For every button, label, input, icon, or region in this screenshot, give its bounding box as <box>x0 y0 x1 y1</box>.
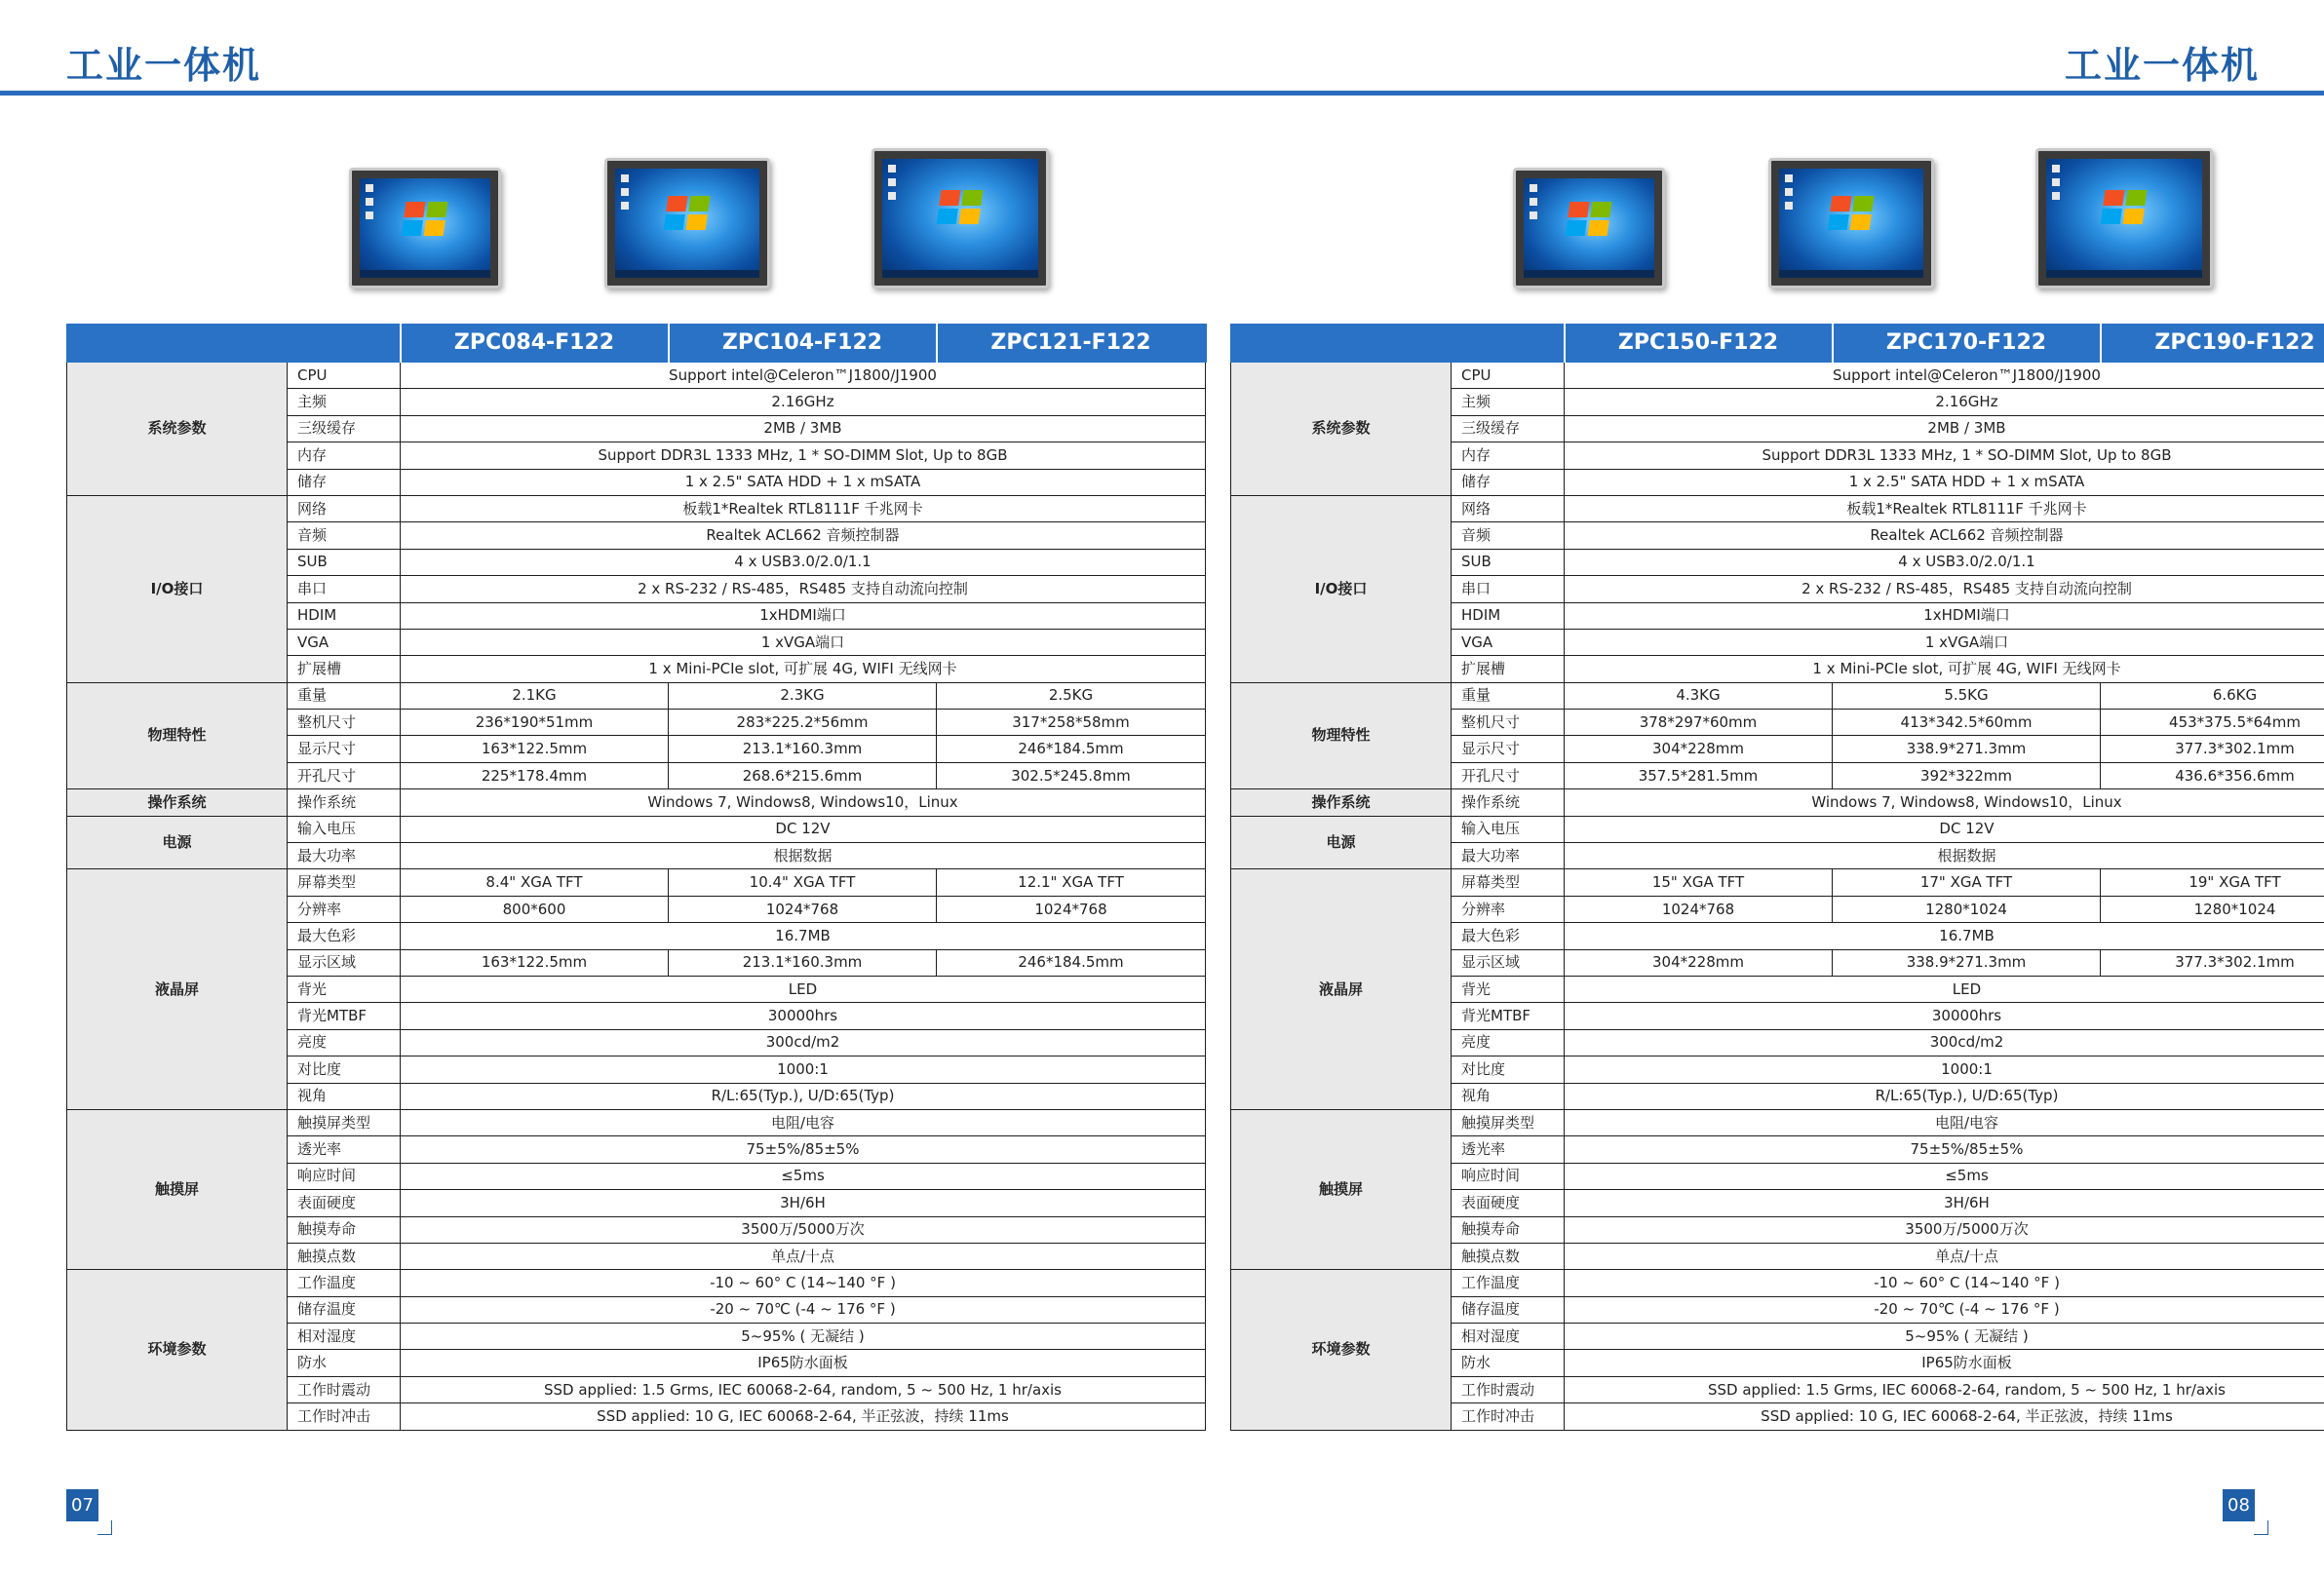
spec-value: 3H/6H <box>401 1190 1206 1216</box>
spec-key: 工作时震动 <box>288 1376 401 1402</box>
spec-value: 3H/6H <box>1565 1190 2324 1216</box>
spec-key: VGA <box>1452 629 1565 655</box>
spec-value: 15" XGA TFT <box>1565 869 1833 896</box>
spec-key: 整机尺寸 <box>288 710 401 736</box>
windows-logo-icon <box>663 196 711 231</box>
spec-key: 显示尺寸 <box>288 736 401 762</box>
spec-page-right <box>1230 146 2315 1425</box>
table-row <box>67 816 1206 842</box>
spec-key: 串口 <box>1452 576 1565 602</box>
product-images <box>1230 146 2256 324</box>
spec-value: 30000hrs <box>401 1003 1206 1029</box>
table-row <box>1231 789 2324 816</box>
spec-value: Realtek ACL662 音频控制器 <box>1565 522 2324 549</box>
spec-key: 透光率 <box>1452 1136 1565 1163</box>
spec-value: 213.1*160.3mm <box>669 736 937 762</box>
spec-key: 内存 <box>288 442 401 469</box>
spec-key: VGA <box>288 629 401 655</box>
spec-value: 377.3*302.1mm <box>2101 736 2324 762</box>
spec-value: 1000:1 <box>401 1056 1206 1083</box>
spec-key: 视角 <box>288 1083 401 1109</box>
spec-value: SSD applied: 1.5 Grms, IEC 60068-2-64, random, 5 ~ 500 Hz, 1 hr/axis <box>1565 1376 2324 1402</box>
spec-group-label: 操作系统 <box>67 789 288 816</box>
spec-value: 2.1KG <box>401 682 669 709</box>
spec-value: 板载1*Realtek RTL8111F 千兆网卡 <box>401 495 1206 521</box>
spec-key: HDIM <box>1452 602 1565 629</box>
spec-value: 板载1*Realtek RTL8111F 千兆网卡 <box>1565 495 2324 521</box>
spec-group-label: 环境参数 <box>67 1270 288 1430</box>
model-name-header: ZPC170-F122 <box>1833 325 2101 363</box>
spec-key: SUB <box>288 549 401 575</box>
spec-key: 音频 <box>288 522 401 549</box>
spec-value: 377.3*302.1mm <box>2101 949 2324 976</box>
table-row <box>1231 682 2324 709</box>
spec-value: 8.4" XGA TFT <box>401 869 669 896</box>
spec-key: 工作时冲击 <box>288 1403 401 1430</box>
spec-value: 10.4" XGA TFT <box>669 869 937 896</box>
table-row <box>1231 495 2324 521</box>
spec-value: 213.1*160.3mm <box>669 949 937 976</box>
spec-key: 防水 <box>1452 1350 1565 1376</box>
spec-key: 响应时间 <box>288 1163 401 1189</box>
spec-group-label: 物理特性 <box>1231 682 1452 789</box>
spec-group-label: 液晶屏 <box>67 869 288 1110</box>
spec-value: 1 xVGA端口 <box>401 629 1206 655</box>
spec-value: 4 x USB3.0/2.0/1.1 <box>1565 549 2324 575</box>
table-row <box>67 1109 1206 1135</box>
spec-key: SUB <box>1452 549 1565 575</box>
spec-value: 2.3KG <box>669 682 937 709</box>
spec-value: DC 12V <box>1565 816 2324 842</box>
spec-value: 378*297*60mm <box>1565 710 1833 736</box>
model-name-header: ZPC150-F122 <box>1565 325 1833 363</box>
spec-key: 显示区域 <box>288 949 401 976</box>
spec-value: 304*228mm <box>1565 949 1833 976</box>
spec-value: 300cd/m2 <box>401 1029 1206 1056</box>
spec-key: 操作系统 <box>288 789 401 816</box>
spec-key: 防水 <box>288 1350 401 1376</box>
spec-key: 储存温度 <box>288 1296 401 1323</box>
spec-key: 工作温度 <box>1452 1270 1565 1296</box>
spec-value: SSD applied: 1.5 Grms, IEC 60068-2-64, random, 5 ~ 500 Hz, 1 hr/axis <box>401 1376 1206 1402</box>
spec-value: 1 x 2.5" SATA HDD + 1 x mSATA <box>1565 469 2324 495</box>
table-row <box>67 869 1206 896</box>
spec-value: -10 ~ 60° C (14~140 °F ) <box>1565 1270 2324 1296</box>
spec-value: Support intel@Celeron™J1800/J1900 <box>1565 363 2324 389</box>
spec-key: 显示区域 <box>1452 949 1565 976</box>
spec-value: ≤5ms <box>401 1163 1206 1189</box>
spec-key: HDIM <box>288 602 401 629</box>
spec-value: 302.5*245.8mm <box>937 762 1206 788</box>
table-row <box>1231 363 2324 389</box>
spec-group-label: I/O接口 <box>67 495 288 682</box>
spec-table-right <box>1230 324 2324 1431</box>
monitor-image-zpc084 <box>349 168 501 288</box>
page-number-text: 08 <box>2227 1495 2250 1516</box>
spec-value: 电阻/电容 <box>401 1109 1206 1135</box>
spec-key: 最大功率 <box>1452 843 1565 869</box>
table-row <box>1231 1109 2324 1135</box>
windows-logo-icon <box>1827 196 1875 231</box>
table-row <box>67 495 1206 521</box>
spec-value: 30000hrs <box>1565 1003 2324 1029</box>
spec-key: 串口 <box>288 576 401 602</box>
spec-value: IP65防水面板 <box>1565 1350 2324 1376</box>
spec-value: Support intel@Celeron™J1800/J1900 <box>401 363 1206 389</box>
spec-value: 246*184.5mm <box>937 736 1206 762</box>
spec-value: 5.5KG <box>1833 682 2101 709</box>
spec-value: 根据数据 <box>401 843 1206 869</box>
spec-table-left <box>66 324 1207 1431</box>
spec-value: 338.9*271.3mm <box>1833 736 2101 762</box>
spec-key: 亮度 <box>288 1029 401 1056</box>
spec-value: LED <box>1565 976 2324 1002</box>
spec-value: 268.6*215.6mm <box>669 762 937 788</box>
spec-value: 392*322mm <box>1833 762 2101 788</box>
spec-key: CPU <box>288 363 401 389</box>
spec-value: 163*122.5mm <box>401 949 669 976</box>
spec-group-label: 系统参数 <box>1231 363 1452 496</box>
spec-value: Windows 7, Windows8, Windows10，Linux <box>401 789 1206 816</box>
spec-value: 1 xVGA端口 <box>1565 629 2324 655</box>
model-header-row <box>1231 325 2324 363</box>
table-row <box>67 363 1206 389</box>
spec-key: 相对湿度 <box>1452 1324 1565 1350</box>
spec-key: 触摸屏类型 <box>288 1109 401 1135</box>
monitor-image-zpc170 <box>1768 158 1934 288</box>
spec-value: 236*190*51mm <box>401 710 669 736</box>
spec-value: 163*122.5mm <box>401 736 669 762</box>
spec-key: 亮度 <box>1452 1029 1565 1056</box>
page-number-right <box>2223 1489 2255 1521</box>
spec-key: 触摸点数 <box>288 1243 401 1269</box>
spec-key: 主频 <box>288 389 401 415</box>
spec-key: 开孔尺寸 <box>1452 762 1565 788</box>
spec-value: 5~95% ( 无凝结 ) <box>401 1324 1206 1350</box>
spec-value: 1280*1024 <box>2101 896 2324 922</box>
spec-value: 4 x USB3.0/2.0/1.1 <box>401 549 1206 575</box>
spec-value: 1024*768 <box>1565 896 1833 922</box>
spec-value: R/L:65(Typ.), U/D:65(Typ) <box>401 1083 1206 1109</box>
spec-group-label: 触摸屏 <box>67 1109 288 1269</box>
model-name-header: ZPC190-F122 <box>2101 325 2324 363</box>
spec-value: 800*600 <box>401 896 669 922</box>
spec-value: 12.1" XGA TFT <box>937 869 1206 896</box>
spec-value: 6.6KG <box>2101 682 2324 709</box>
table-row <box>67 682 1206 709</box>
spec-value: LED <box>401 976 1206 1002</box>
spec-key: 触摸寿命 <box>1452 1216 1565 1243</box>
spec-key: 输入电压 <box>1452 816 1565 842</box>
header-divider <box>0 91 2324 96</box>
model-header-row <box>67 325 1206 363</box>
spec-value: SSD applied: 10 G, IEC 60068-2-64, 半正弦波，持续 11ms <box>401 1403 1206 1430</box>
spec-value: Support DDR3L 1333 MHz, 1 * SO-DIMM Slot, Up to 8GB <box>1565 442 2324 469</box>
model-name-header: ZPC104-F122 <box>669 325 937 363</box>
spec-value: 电阻/电容 <box>1565 1109 2324 1135</box>
spec-value: 2.16GHz <box>1565 389 2324 415</box>
spec-value: 1280*1024 <box>1833 896 2101 922</box>
spec-key: 触摸屏类型 <box>1452 1109 1565 1135</box>
spec-group-label: 操作系统 <box>1231 789 1452 816</box>
windows-logo-icon <box>401 202 448 237</box>
page-number-text: 07 <box>71 1495 94 1516</box>
windows-logo-icon <box>2100 190 2148 225</box>
spec-group-label: 环境参数 <box>1231 1270 1452 1430</box>
spec-value: 2.16GHz <box>401 389 1206 415</box>
table-row <box>1231 1270 2324 1296</box>
spec-key: 对比度 <box>1452 1056 1565 1083</box>
spec-value: 2.5KG <box>937 682 1206 709</box>
spec-value: 2MB / 3MB <box>401 415 1206 442</box>
spec-value: ≤5ms <box>1565 1163 2324 1189</box>
spec-value: 1 x Mini-PCIe slot, 可扩展 4G, WIFI 无线网卡 <box>1565 656 2324 682</box>
spec-value: 317*258*58mm <box>937 710 1206 736</box>
spec-value: 413*342.5*60mm <box>1833 710 2101 736</box>
spec-key: 重量 <box>288 682 401 709</box>
spec-value: 304*228mm <box>1565 736 1833 762</box>
spec-key: 网络 <box>1452 495 1565 521</box>
spec-value: 300cd/m2 <box>1565 1029 2324 1056</box>
spec-group-label: 电源 <box>1231 816 1452 869</box>
spec-value: 5~95% ( 无凝结 ) <box>1565 1324 2324 1350</box>
spec-key: 最大功率 <box>288 843 401 869</box>
spec-group-label: 系统参数 <box>67 363 288 496</box>
table-row <box>67 1270 1206 1296</box>
header-blank-cell <box>1231 325 1565 363</box>
spec-key: 整机尺寸 <box>1452 710 1565 736</box>
spec-key: 背光MTBF <box>1452 1003 1565 1029</box>
spec-value: 单点/十点 <box>401 1243 1206 1269</box>
table-row <box>67 789 1206 816</box>
spec-key: 三级缓存 <box>1452 415 1565 442</box>
spec-value: 2 x RS-232 / RS-485，RS485 支持自动流向控制 <box>1565 576 2324 602</box>
spec-key: 相对湿度 <box>288 1324 401 1350</box>
spec-key: 对比度 <box>288 1056 401 1083</box>
page-title-left: 工业一体机 <box>66 44 262 87</box>
spec-value: 3500万/5000万次 <box>401 1216 1206 1243</box>
spec-key: 工作时冲击 <box>1452 1403 1565 1430</box>
spec-value: 17" XGA TFT <box>1833 869 2101 896</box>
spec-value: 1 x 2.5" SATA HDD + 1 x mSATA <box>401 469 1206 495</box>
spec-value: -20 ~ 70℃ (-4 ~ 176 °F ) <box>401 1296 1206 1323</box>
monitor-image-zpc104 <box>604 158 770 288</box>
spec-key: 输入电压 <box>288 816 401 842</box>
spec-key: 储存温度 <box>1452 1296 1565 1323</box>
spec-value: 225*178.4mm <box>401 762 669 788</box>
spec-group-label: 触摸屏 <box>1231 1109 1452 1269</box>
windows-logo-icon <box>1565 202 1612 237</box>
spec-value: SSD applied: 10 G, IEC 60068-2-64, 半正弦波，持续 11ms <box>1565 1403 2324 1430</box>
windows-logo-icon <box>936 190 984 225</box>
spec-key: 分辨率 <box>1452 896 1565 922</box>
spec-value: 2 x RS-232 / RS-485，RS485 支持自动流向控制 <box>401 576 1206 602</box>
spec-key: 背光MTBF <box>288 1003 401 1029</box>
spec-key: 背光 <box>288 976 401 1002</box>
spec-value: IP65防水面板 <box>401 1350 1206 1376</box>
model-name-header: ZPC121-F122 <box>937 325 1206 363</box>
monitor-image-zpc190 <box>2035 148 2213 288</box>
spec-value: 2MB / 3MB <box>1565 415 2324 442</box>
spec-key: 扩展槽 <box>1452 656 1565 682</box>
spec-group-label: 电源 <box>67 816 288 869</box>
spec-key: 工作时震动 <box>1452 1376 1565 1402</box>
spec-value: R/L:65(Typ.), U/D:65(Typ) <box>1565 1083 2324 1109</box>
spec-key: 内存 <box>1452 442 1565 469</box>
spec-value: 单点/十点 <box>1565 1243 2324 1269</box>
spec-key: 表面硬度 <box>288 1190 401 1216</box>
spec-value: 75±5%/85±5% <box>1565 1136 2324 1163</box>
spec-value: 4.3KG <box>1565 682 1833 709</box>
spec-value: 283*225.2*56mm <box>669 710 937 736</box>
table-row <box>1231 816 2324 842</box>
spec-key: 触摸点数 <box>1452 1243 1565 1269</box>
spec-key: 最大色彩 <box>288 923 401 949</box>
spec-group-label: I/O接口 <box>1231 495 1452 682</box>
spec-value: DC 12V <box>401 816 1206 842</box>
spec-page-left <box>66 146 1151 1425</box>
spec-value: 1024*768 <box>669 896 937 922</box>
spec-value: 19" XGA TFT <box>2101 869 2324 896</box>
spec-key: 触摸寿命 <box>288 1216 401 1243</box>
spec-group-label: 液晶屏 <box>1231 869 1452 1110</box>
spec-key: 储存 <box>288 469 401 495</box>
spec-key: 主频 <box>1452 389 1565 415</box>
monitor-image-zpc150 <box>1513 168 1665 288</box>
spec-key: 开孔尺寸 <box>288 762 401 788</box>
spec-key: 视角 <box>1452 1083 1565 1109</box>
spec-value: -20 ~ 70℃ (-4 ~ 176 °F ) <box>1565 1296 2324 1323</box>
spec-key: 响应时间 <box>1452 1163 1565 1189</box>
spec-value: Realtek ACL662 音频控制器 <box>401 522 1206 549</box>
spec-key: 三级缓存 <box>288 415 401 442</box>
spec-value: -10 ~ 60° C (14~140 °F ) <box>401 1270 1206 1296</box>
product-images <box>66 146 1092 324</box>
monitor-image-zpc121 <box>872 148 1049 288</box>
spec-value: 436.6*356.6mm <box>2101 762 2324 788</box>
spec-value: 1024*768 <box>937 896 1206 922</box>
spec-key: 屏幕类型 <box>1452 869 1565 896</box>
spec-value: 1 x Mini-PCIe slot, 可扩展 4G, WIFI 无线网卡 <box>401 656 1206 682</box>
spec-key: 显示尺寸 <box>1452 736 1565 762</box>
spec-value: Support DDR3L 1333 MHz, 1 * SO-DIMM Slot, Up to 8GB <box>401 442 1206 469</box>
spec-key: 工作温度 <box>288 1270 401 1296</box>
spec-key: 透光率 <box>288 1136 401 1163</box>
spec-key: 背光 <box>1452 976 1565 1002</box>
spec-value: 357.5*281.5mm <box>1565 762 1833 788</box>
table-row <box>1231 869 2324 896</box>
spec-value: 1xHDMI端口 <box>401 602 1206 629</box>
spec-value: 1xHDMI端口 <box>1565 602 2324 629</box>
page-title-right: 工业一体机 <box>2064 44 2260 87</box>
spec-value: 246*184.5mm <box>937 949 1206 976</box>
spec-key: CPU <box>1452 363 1565 389</box>
spec-value: 75±5%/85±5% <box>401 1136 1206 1163</box>
spec-key: 最大色彩 <box>1452 923 1565 949</box>
spec-key: 重量 <box>1452 682 1565 709</box>
header-blank-cell <box>67 325 401 363</box>
spec-value: 3500万/5000万次 <box>1565 1216 2324 1243</box>
spec-key: 网络 <box>288 495 401 521</box>
spec-value: 16.7MB <box>1565 923 2324 949</box>
spec-value: 16.7MB <box>401 923 1206 949</box>
spec-group-label: 物理特性 <box>67 682 288 789</box>
spec-value: 1000:1 <box>1565 1056 2324 1083</box>
model-name-header: ZPC084-F122 <box>401 325 669 363</box>
spec-key: 扩展槽 <box>288 656 401 682</box>
spec-key: 音频 <box>1452 522 1565 549</box>
page-number-left <box>66 1489 98 1521</box>
spec-value: Windows 7, Windows8, Windows10，Linux <box>1565 789 2324 816</box>
spec-key: 表面硬度 <box>1452 1190 1565 1216</box>
spec-value: 453*375.5*64mm <box>2101 710 2324 736</box>
spec-key: 分辨率 <box>288 896 401 922</box>
spec-key: 储存 <box>1452 469 1565 495</box>
spec-value: 根据数据 <box>1565 843 2324 869</box>
spec-key: 操作系统 <box>1452 789 1565 816</box>
spec-key: 屏幕类型 <box>288 869 401 896</box>
spec-value: 338.9*271.3mm <box>1833 949 2101 976</box>
